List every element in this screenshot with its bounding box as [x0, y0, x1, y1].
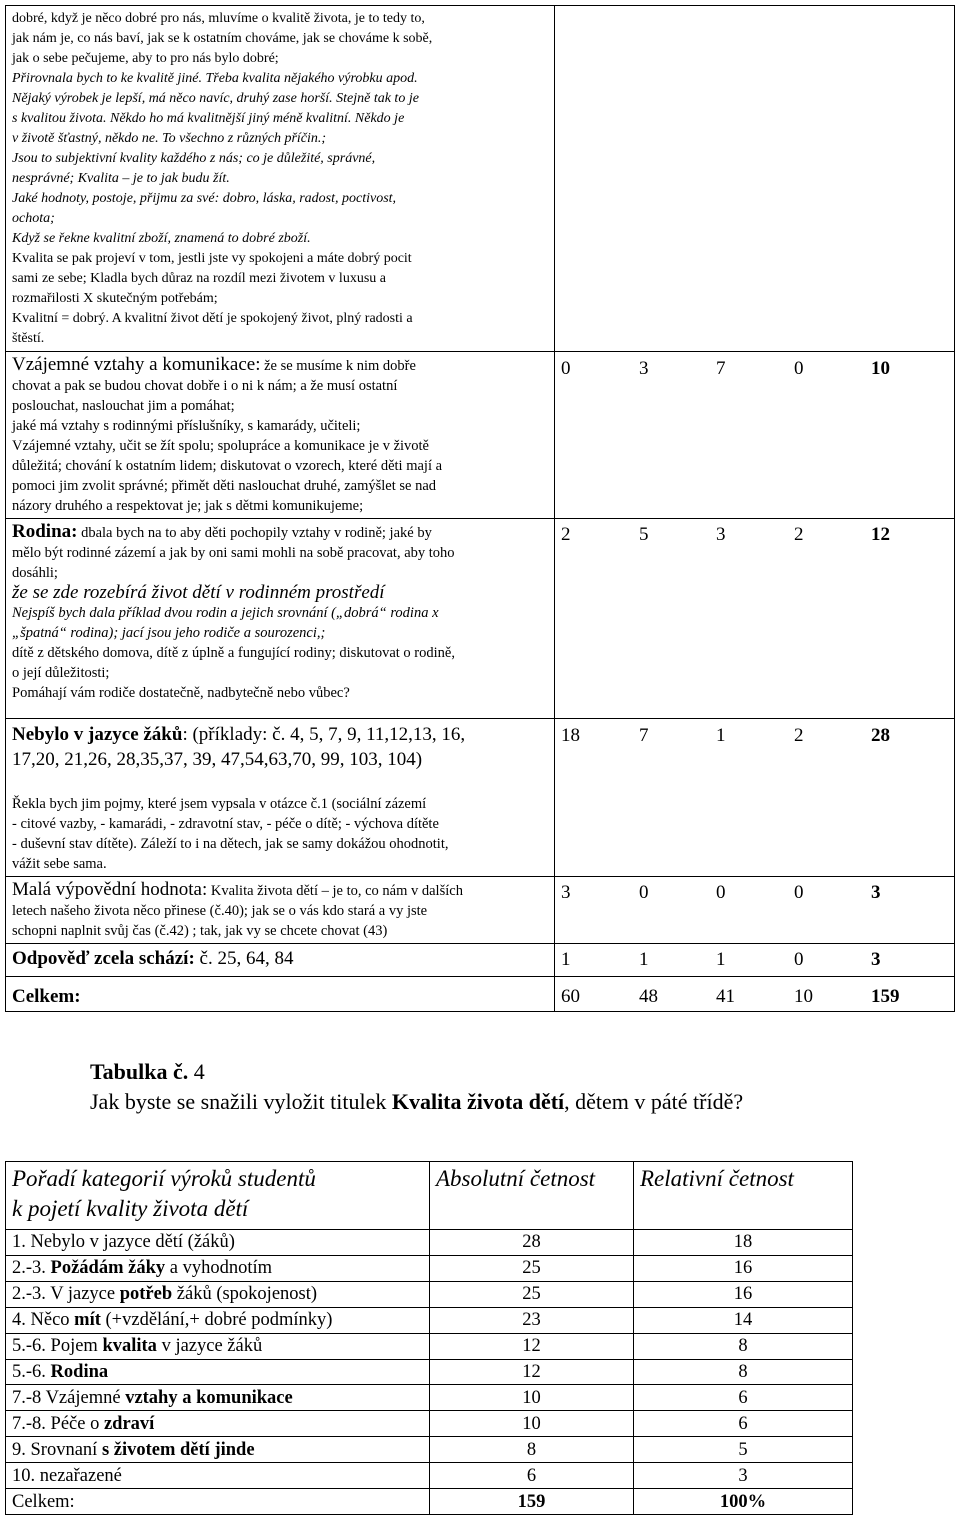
- text-line: „špatná“ rodina); jací jsou jeho rodiče a sourozenci,;: [12, 625, 326, 641]
- low-value-text-cell: [6, 877, 555, 944]
- caption-label: [90, 1057, 743, 1087]
- count-value: 0: [794, 949, 804, 970]
- count-value: 10: [794, 986, 813, 1007]
- table-row: [6, 1437, 853, 1463]
- count-values: [555, 724, 954, 748]
- caption-question: [90, 1087, 743, 1117]
- table-row: [6, 1307, 853, 1333]
- table-row: [6, 1230, 853, 1256]
- count-value: 7: [639, 725, 649, 746]
- count-value: 0: [561, 358, 571, 379]
- counts-cell: [555, 877, 955, 944]
- absolute-frequency-cell: 8: [430, 1437, 634, 1463]
- relative-frequency-cell: 3: [634, 1463, 853, 1489]
- count-value: 1: [639, 949, 649, 970]
- text-line: Jaké hodnoty, postoje, přijmu za své: dobro, láska, radost, poctivost,: [12, 191, 397, 206]
- category-cell: [6, 1359, 430, 1385]
- total-label: Celkem:: [6, 1489, 430, 1515]
- count-value: 0: [794, 358, 804, 379]
- category-emphasis: mít: [74, 1310, 101, 1331]
- absolute-frequency-cell: 10: [430, 1385, 634, 1411]
- text-line: o její důležitosti;: [12, 665, 110, 681]
- text-line: jak o sebe pečujeme, aby to pro nás bylo dobré;: [12, 51, 279, 66]
- table-row: [6, 6, 955, 352]
- total-relative: 100%: [634, 1489, 853, 1515]
- text-line: 17,20, 21,26, 28,35,37, 39, 47,54,63,70, 99, 103, 104): [12, 749, 423, 770]
- absolute-frequency-cell: 23: [430, 1307, 634, 1333]
- total-label-cell: [6, 977, 555, 1012]
- text-line: : (příklady: č. 4, 5, 7, 9, 11,12,13, 16,: [182, 724, 466, 745]
- count-total: 28: [871, 725, 890, 746]
- absolute-frequency-cell: 28: [430, 1230, 634, 1256]
- absolute-frequency-cell: 12: [430, 1359, 634, 1385]
- text-line: poslouchat, naslouchat jim a pomáhat;: [12, 398, 235, 414]
- category-text: 5.-6. Pojem: [12, 1336, 103, 1357]
- table-row: [6, 1333, 853, 1359]
- count-value: 2: [794, 725, 804, 746]
- category-text: 1. Nebylo v jazyce dětí (žáků): [12, 1232, 235, 1253]
- text-line: Řekla bych jim pojmy, které jsem vypsala v otázce č.1 (sociální zázemí: [12, 796, 427, 812]
- count-total: 10: [871, 358, 890, 379]
- counts-cell: [555, 352, 955, 519]
- text-line: chovat a pak se budou chovat dobře i o ni k nám; a že musí ostatní: [12, 378, 398, 394]
- table-row: [6, 1411, 853, 1437]
- absolute-frequency-cell: 12: [430, 1333, 634, 1359]
- counts-cell: [555, 977, 955, 1012]
- category-heading: Nebylo v jazyce žáků: [12, 724, 183, 745]
- count-value: 0: [639, 882, 649, 903]
- count-total: 3: [871, 882, 881, 903]
- category-text: 10. nezařazené: [12, 1465, 122, 1486]
- caption-number: 4: [188, 1059, 205, 1084]
- table-row: [6, 519, 955, 719]
- caption-text: , dětem v páté třídě?: [564, 1089, 744, 1114]
- category-cell: [6, 1411, 430, 1437]
- count-total: 3: [871, 949, 881, 970]
- caption-label-bold: Tabulka č.: [90, 1059, 189, 1084]
- category-cell: [6, 1230, 430, 1256]
- count-value: 1: [716, 949, 726, 970]
- text-line: jaké má vztahy s rodinnými příslušníky, s kamarády, učiteli;: [12, 418, 361, 434]
- category-emphasis: potřeb: [119, 1284, 173, 1305]
- category-emphasis: zdraví: [103, 1413, 155, 1434]
- category-heading: Rodina:: [12, 521, 78, 542]
- text-line: Nejspíš bych dala příklad dvou rodin a jejich srovnání („dobrá“ rodina x: [12, 605, 439, 621]
- text-line: dosáhli;: [12, 565, 58, 581]
- text-line: dbala bych na to aby děti pochopily vztahy v rodině; jaké by: [77, 525, 432, 541]
- table-row: [6, 944, 955, 977]
- table-row: [6, 1385, 853, 1411]
- header-text: k pojetí kvality života dětí: [12, 1196, 249, 1221]
- category-heading: Vzájemné vztahy a komunikace: [12, 354, 256, 375]
- category-emphasis: s životem dětí jinde: [101, 1439, 255, 1460]
- count-values: [555, 948, 954, 972]
- count-values: [555, 985, 954, 1009]
- category-text: (+vzdělání,+ dobré podmínky): [100, 1310, 333, 1331]
- text-line: s kvalitou života. Někdo ho má kvalitnější jiný méně kvalitní. Někdo je: [12, 111, 405, 126]
- text-line: rozmařilosti X skutečným potřebám;: [12, 291, 218, 306]
- header-text: Pořadí kategorií výroků studentů: [12, 1166, 316, 1191]
- category-text: 7.-8 Vzájemné: [12, 1387, 126, 1408]
- category-text: 4. Něco: [12, 1310, 75, 1331]
- frequency-table-body: [6, 1230, 853, 1515]
- category-emphasis: Požádám žáky: [50, 1258, 166, 1279]
- count-values: [555, 523, 954, 547]
- count-value: 5: [639, 524, 649, 545]
- total-row: [6, 1489, 853, 1515]
- heading-colon: :: [255, 354, 261, 375]
- category-cell: [6, 1281, 430, 1307]
- table-caption: [90, 1057, 743, 1117]
- counts-cell: [555, 719, 955, 877]
- category-text: v jazyce žáků: [156, 1336, 263, 1357]
- header-row: [6, 1162, 853, 1230]
- family-text-cell: [6, 519, 555, 719]
- category-emphasis: vztahy a komunikace: [125, 1387, 293, 1408]
- count-total: 12: [871, 524, 890, 545]
- text-line: nesprávné; Kvalita – je to jak budu žít.: [12, 171, 230, 186]
- text-line: Pomáhají vám rodiče dostatečně, nadbytečně nebo vůbec?: [12, 685, 350, 701]
- category-emphasis: kvalita: [102, 1336, 157, 1357]
- count-values: [555, 357, 954, 381]
- text-line: Jsou to subjektivní kvality každého z nás; co je důležité, správné,: [12, 151, 376, 166]
- count-value: 18: [561, 725, 580, 746]
- count-value: 3: [716, 524, 726, 545]
- category-cell: [6, 1307, 430, 1333]
- relative-frequency-cell: 5: [634, 1437, 853, 1463]
- category-text: 5.-6.: [12, 1361, 51, 1382]
- relative-frequency-cell: 16: [634, 1255, 853, 1281]
- count-value: 7: [716, 358, 726, 379]
- count-value: 48: [639, 986, 658, 1007]
- caption-bold-title: Kvalita života dětí: [391, 1089, 565, 1114]
- counts-cell: [555, 944, 955, 977]
- count-value: 1: [561, 949, 571, 970]
- category-text: 9. Srovnaní: [12, 1439, 102, 1460]
- table-row: [6, 352, 955, 519]
- frequency-table: [5, 1161, 853, 1515]
- count-value: 0: [716, 882, 726, 903]
- absolute-frequency-cell: 25: [430, 1255, 634, 1281]
- text-line: štěstí.: [12, 331, 45, 346]
- text-line: Přirovnala bych to ke kvalitě jiné. Třeba kvalita nějakého výrobku apod.: [12, 71, 418, 86]
- category-heading: Odpověď zcela schází:: [12, 948, 195, 969]
- text-line: - duševní stav dítěte). Záleží to i na dětech, jak se samy dokážou ohodnotit,: [12, 836, 449, 852]
- category-column-header: [6, 1162, 430, 1230]
- text-line: - citové vazby, - kamarádi, - zdravotní stav, - péče o dítě; - výchova dítěte: [12, 816, 439, 832]
- relative-frequency-cell: 18: [634, 1230, 853, 1256]
- count-value: 2: [561, 524, 571, 545]
- relative-frequency-cell: 16: [634, 1281, 853, 1307]
- text-line: pomoci jim zvolit správné; přimět děti naslouchat druhé, zamýšlet se nad: [12, 478, 437, 494]
- category-cell: [6, 1385, 430, 1411]
- category-cell: [6, 1463, 430, 1489]
- count-value: 0: [794, 882, 804, 903]
- table-row: [6, 1255, 853, 1281]
- category-cell: [6, 1333, 430, 1359]
- relative-frequency-cell: 14: [634, 1307, 853, 1333]
- text-line: názory druhého a respektovat je; jak s dětmi komunikujeme;: [12, 498, 364, 514]
- caption-text: Jak byste se snažili vyložit titulek: [90, 1089, 392, 1114]
- relative-frequency-cell: 6: [634, 1411, 853, 1437]
- empty-cell: [555, 6, 955, 352]
- absolute-frequency-cell: 6: [430, 1463, 634, 1489]
- text-line: dítě z dětského domova, dítě z úplně a fungující rodiny; diskutovat o rodině,: [12, 645, 455, 661]
- absolute-frequency-cell: 10: [430, 1411, 634, 1437]
- table-row: [6, 877, 955, 944]
- table-row: [6, 977, 955, 1012]
- relative-frequency-cell: 8: [634, 1333, 853, 1359]
- count-value: 3: [639, 358, 649, 379]
- text-line: důležitá; chování k ostatním lidem; diskutovat o vzorech, které děti mají a: [12, 458, 443, 474]
- absolute-frequency-cell: 25: [430, 1281, 634, 1307]
- no-answer-text-cell: [6, 944, 555, 977]
- category-text: a vyhodnotím: [165, 1258, 273, 1279]
- relative-frequency-cell: 8: [634, 1359, 853, 1385]
- count-values: [555, 881, 954, 905]
- total-absolute: 159: [430, 1489, 634, 1515]
- relative-frequency-header: Relativní četnost: [634, 1162, 853, 1230]
- text-line: Když se řekne kvalitní zboží, znamená to dobré zboží.: [12, 231, 311, 246]
- text-line: ochota;: [12, 211, 55, 226]
- count-value: 3: [561, 882, 571, 903]
- text-line: že se musíme k nim dobře: [260, 358, 416, 374]
- count-total: 159: [871, 986, 900, 1007]
- text-line: Kvalita života dětí – je to, co nám v dalších: [207, 883, 463, 899]
- counts-cell: [555, 519, 955, 719]
- text-line: Kvalitní = dobrý. A kvalitní život dětí je spokojený život, plný radosti a: [12, 311, 413, 326]
- upper-table: [5, 5, 955, 1012]
- table-row: [6, 1463, 853, 1489]
- category-cell: [6, 1437, 430, 1463]
- text-line: sami ze sebe; Kladla bych důraz na rozdíl mezi životem v luxusu a: [12, 271, 386, 286]
- table-row: [6, 1359, 853, 1385]
- text-line: Kvalita se pak projeví v tom, jestli jste vy spokojeni a máte dobrý pocit: [12, 251, 412, 266]
- category-text: 2.-3. V jazyce: [12, 1284, 120, 1305]
- text-line: Vzájemné vztahy, učit se žít spolu; spolupráce a komunikace je v životě: [12, 438, 429, 454]
- count-value: 1: [716, 725, 726, 746]
- count-value: 41: [716, 986, 735, 1007]
- text-line: letech našeho života něco přinese (č.40); jak se o vás kdo stará a vy jste: [12, 903, 428, 919]
- table-row: [6, 719, 955, 877]
- text-line: vážit sebe sama.: [12, 856, 107, 872]
- text-line: dobré, když je něco dobré pro nás, mluvíme o kvalitě života, je to tedy to,: [12, 11, 425, 26]
- category-cell: [6, 1255, 430, 1281]
- quality-text-cell: [6, 6, 555, 352]
- text-line: mělo být rodinné zázemí a jak by oni sami mohli na sobě pracovat, aby toho: [12, 545, 455, 561]
- count-value: 60: [561, 986, 580, 1007]
- text-line: v životě šťastný, někdo ne. To všechno z různých příčin.;: [12, 131, 327, 146]
- count-value: 2: [794, 524, 804, 545]
- absolute-frequency-header: Absolutní četnost: [430, 1162, 634, 1230]
- text-line: že se zde rozebírá život dětí v rodinném prostředí: [12, 582, 385, 603]
- category-text: žáků (spokojenost): [172, 1284, 318, 1305]
- category-emphasis: Rodina: [50, 1361, 109, 1382]
- total-label: Celkem:: [12, 986, 81, 1007]
- category-text: 7.-8. Péče o: [12, 1413, 104, 1434]
- relations-text-cell: [6, 352, 555, 519]
- text-line: schopni naplnit svůj čas (č.42) ; tak, jak vy se chcete chovat (43): [12, 923, 388, 939]
- not-in-language-text-cell: [6, 719, 555, 877]
- text-line: jak nám je, co nás baví, jak se k ostatním chováme, jak se chováme k sobě,: [12, 31, 433, 46]
- relative-frequency-cell: 6: [634, 1385, 853, 1411]
- category-heading: Malá výpovědní hodnota:: [12, 879, 208, 900]
- text-line: č. 25, 64, 84: [194, 948, 294, 969]
- category-text: 2.-3.: [12, 1258, 51, 1279]
- table-row: [6, 1281, 853, 1307]
- text-line: Nějaký výrobek je lepší, má něco navíc, druhý zase horší. Stejně tak to je: [12, 91, 419, 106]
